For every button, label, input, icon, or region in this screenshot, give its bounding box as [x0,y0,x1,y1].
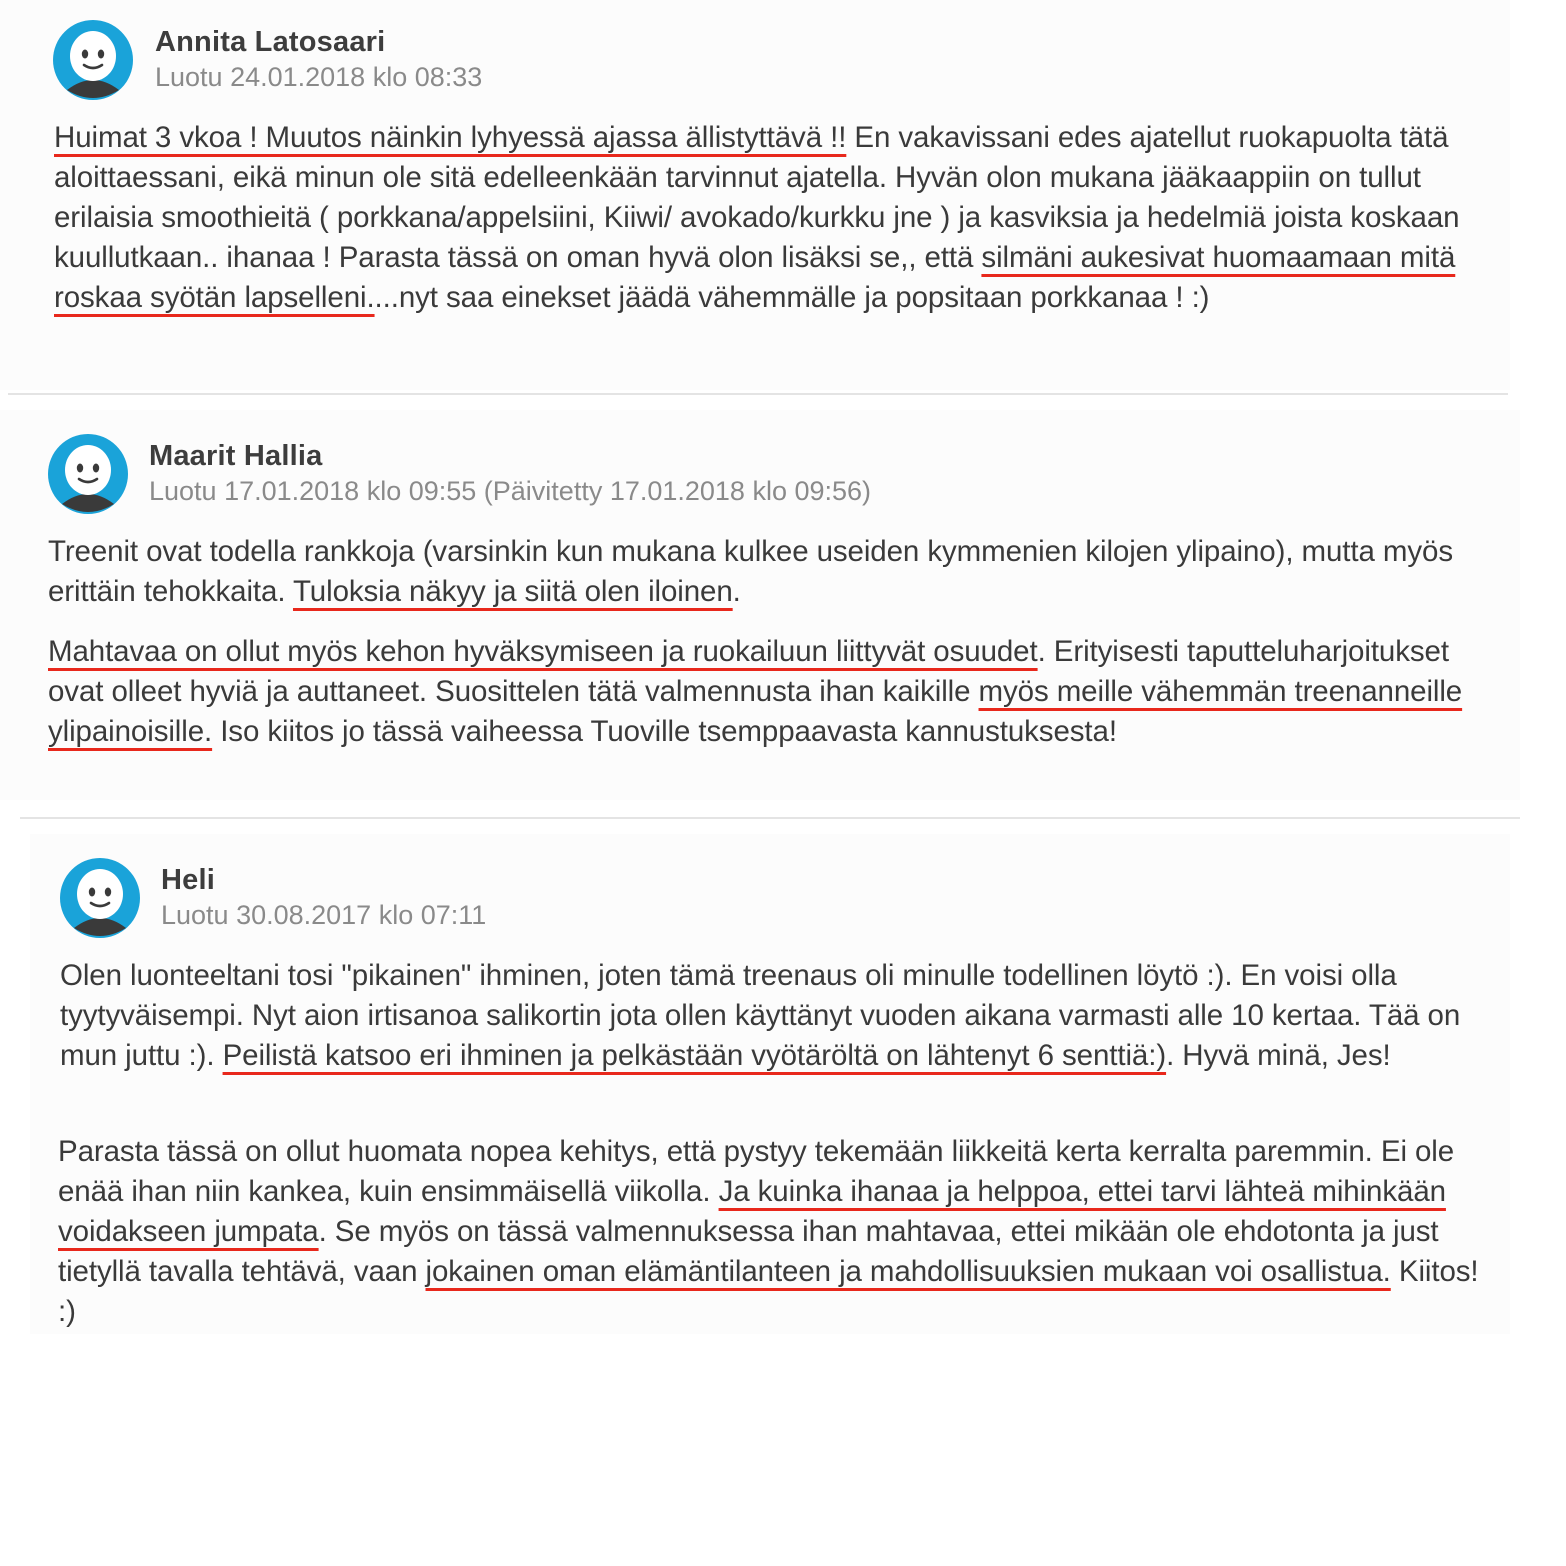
comment-author: Heli [161,864,215,896]
comment-divider [20,817,1520,819]
comment-text: Iso kiitos jo tässä vaiheessa Tuoville tsemppaavasta kannustuksesta! [212,715,1117,748]
comment-body [54,118,1484,318]
comment-body [58,1132,1498,1332]
comment-text: . Hyvä minä, Jes! [1166,1039,1391,1072]
smiley-avatar-icon [48,434,128,514]
highlighted-text: Ja kuinka ihanaa ja helppoa, ettei tarvi lähteä mihinkään voidakseen jumpata [58,1175,1446,1248]
comment-card [0,410,1520,800]
comment-timestamp: Luotu 30.08.2017 klo 07:11 [161,900,487,930]
highlighted-text: Peilistä katsoo eri ihminen ja pelkästään vyötäröltä on lähtenyt 6 senttiä:) [222,1039,1167,1072]
comment-timestamp: Luotu 17.01.2018 klo 09:55 (Päivitetty 17.01.2018 klo 09:56) [149,476,872,506]
comment-divider [8,393,1508,395]
comment-text: Kiitos! :) [58,1255,1479,1328]
comment-text: . Se myös on tässä valmennuksessa ihan mahtavaa, ettei mikään ole ehdotonta ja just tietyllä tavalla tehtävä, vaan [58,1215,1439,1288]
comment-text: Olen luonteeltani tosi "pikainen" ihminen, joten tämä treenaus oli minulle todellinen löytö :). En voisi olla tyytyväisempi. Nyt aion irtisanoa salikortin jota ollen käyttänyt vuoden aikana varmasti alle 10 kertaa. Tää on mun juttu :). [60,959,1461,1072]
comment-text: ...nyt saa einekset jäädä vähemmälle ja popsitaan porkkanaa ! :) [374,281,1210,314]
comment-text: Parasta tässä on ollut huomata nopea kehitys, että pystyy tekemään liikkeitä kerta kerralta paremmin. Ei ole enää ihan niin kankea, kuin ensimmäisellä viikolla. [58,1135,1455,1208]
comment-text: . Erityisesti taputteluharjoitukset ovat olleet hyviä ja auttaneet. Suosittelen tätä valmennusta ihan kaikille [48,635,1449,708]
smiley-avatar-icon [53,20,133,100]
highlighted-text: Mahtavaa on ollut myös kehon hyväksymiseen ja ruokailuun liittyvät osuudet [48,635,1038,668]
comment-text: . [732,575,741,608]
comment-body [48,632,1488,752]
comment-text: Treenit ovat todella rankkoja (varsinkin kun mukana kulkee useiden kymmenien kilojen ylipaino), mutta myös erittäin tehokkaita. [48,535,1453,608]
smiley-avatar-icon [60,858,140,938]
comment-card [0,0,1510,390]
comment-body [60,956,1490,1076]
highlighted-text: silmäni aukesivat huomaamaan mitä roskaa syötän lapselleni. [54,241,1456,314]
highlighted-text: myös meille vähemmän treenanneille ylipainoisille. [48,675,1463,748]
highlighted-text: Tuloksia näkyy ja siitä olen iloinen [292,575,733,608]
highlighted-text: jokainen oman elämäntilanteen ja mahdollisuuksien mukaan voi osallistua. [425,1255,1391,1288]
comment-text: En vakavissani edes ajatellut ruokapuolta tätä aloittaessani, eikä minun ole sitä edelleenkään tarvinnut ajatella. Hyvän olon mukana jääkaappiin on tullut erilaisia smoothieitä ( porkkana/appelsiini, Kiiwi/ avokado/kurkku jne ) ja kasviksia ja hedelmiä joista koskaan kuullutkaan.. ihanaa ! Parasta tässä on oman hyvä olon lisäksi se,, että [54,121,1460,274]
comment-card [30,834,1510,1334]
comment-timestamp: Luotu 24.01.2018 klo 08:33 [155,62,483,92]
highlighted-text: Huimat 3 vkoa ! Muutos näinkin lyhyessä ajassa ällistyttävä !! [54,121,847,154]
comment-body [48,532,1488,612]
comment-author: Annita Latosaari [155,26,386,58]
comment-author: Maarit Hallia [149,440,323,472]
